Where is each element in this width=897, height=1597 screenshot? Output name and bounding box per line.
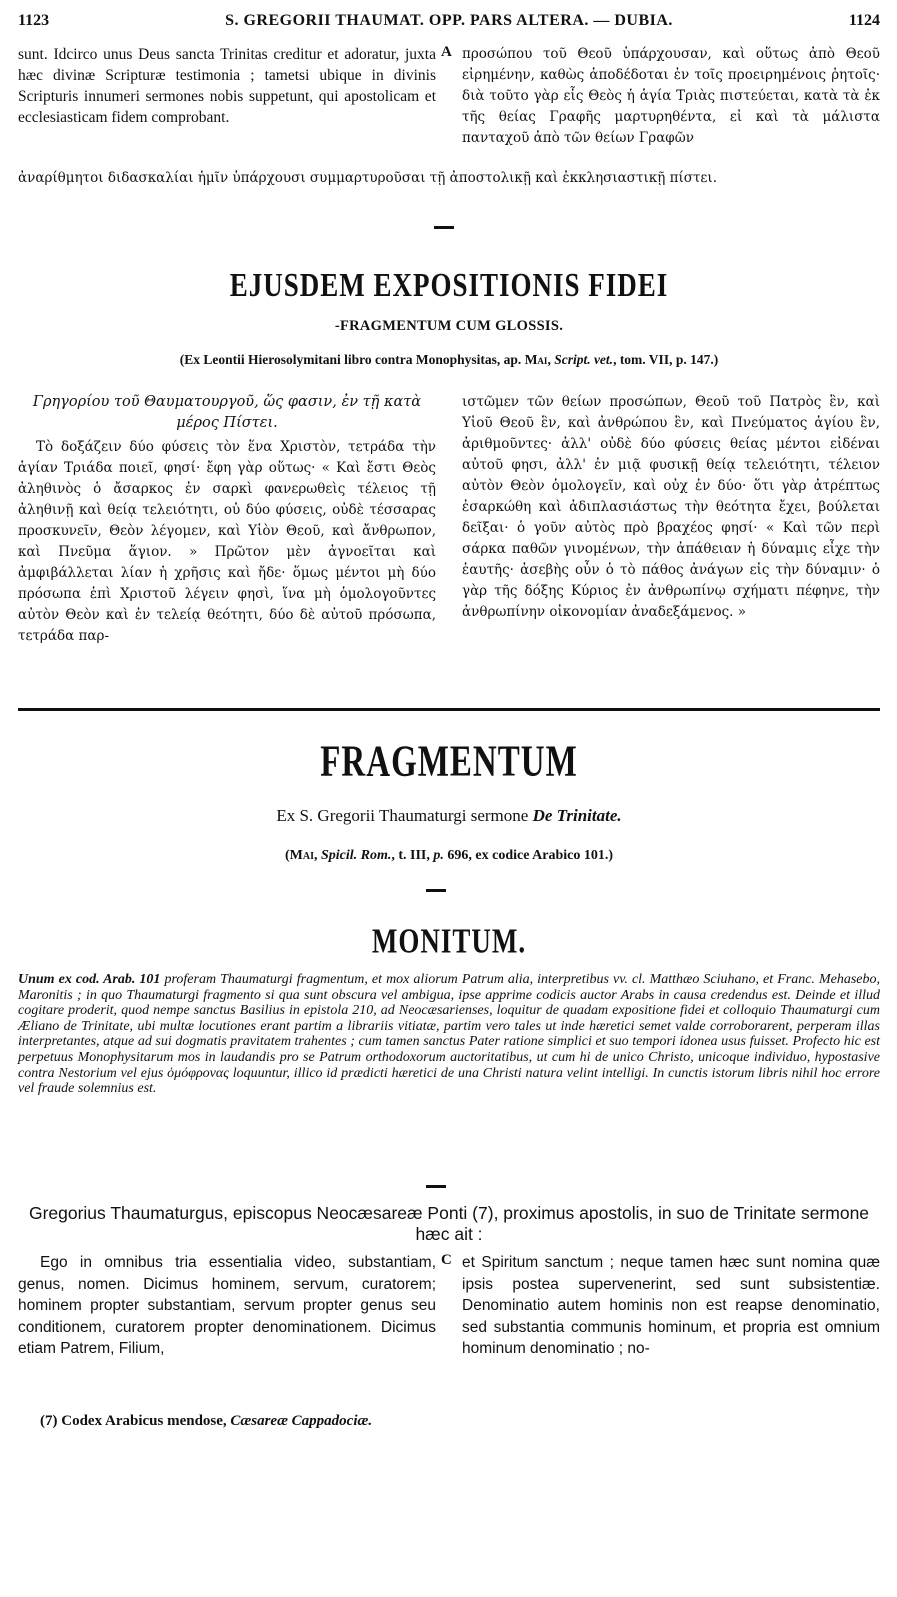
- footnote-italic: Cæsareæ Cappadociæ.: [230, 1413, 373, 1429]
- monitum-title: MONITUM.: [371, 921, 527, 961]
- running-title: S. GREGORII THAUMAT. OPP. PARS ALTERA. — DUBIA.: [225, 12, 673, 29]
- section2-subtitle: [18, 806, 880, 826]
- ref-mai: Mai: [289, 848, 314, 863]
- top-columns: [18, 44, 880, 172]
- ref-p: p.: [433, 848, 444, 863]
- monitum-body: proferam Thaumaturgi fragmentum, et mox aliorum Patrum alia, interpretibus vv. cl. Matthæo Sciuhano, et Franc. Mehasebo, Maronitis ; in quo Thaumaturgi fragmento si qua sunt obscura vel ambigua, ipse apprime codicis auctor Arabs in causa credendus est. Deinde et illud cogitare proderit, quod nempe sanctus Basilius in epistola 210, ad Neocæsarienses, loquitur de quadam expositione fidei et colloquio Thaumaturgi cum Æliano de Trinitate, ubi multæ locutiones erant partim a librariis vitiatæ, partim vero tales ut inde hæretici semet valde corroborarent, perperam illas interpretantes, atque ad sui dogmatis pravitatem trahentes ; cum tamen sanctus Pater ratione simplici et suo tempori idonea usus fuisset. Profecto hic est perpetuus Monophysitarum mos in laudandis pro se Patrum orthodoxorum auctoritatibus, ut cum hi de unico Christo, unicoque individuo, hypostasive contra Nestorium vel ejus ὁμόφρονας loquuntur, illico id prædicti hæretici de una Christi natura velint intelligi. In cunctis istorum libris nihil hoc errore vel fraude solemnius est.: [18, 972, 880, 1097]
- source-script: Script. vet.: [554, 352, 614, 367]
- ref-post: 696, ex codice Arabico 101.): [443, 848, 614, 863]
- monitum-lead: Unum ex cod. Arab. 101: [18, 972, 161, 987]
- footnote: [40, 1413, 372, 1430]
- section2-reference: [18, 848, 880, 864]
- section2-title: FRAGMENTUM: [320, 737, 578, 787]
- section-dash: [434, 226, 454, 229]
- column-marker-a: A: [441, 44, 452, 60]
- section1-columns: [18, 392, 880, 692]
- source-mid: ,: [547, 352, 555, 367]
- section2-columns: [18, 1252, 880, 1402]
- section1-subtitle: -FRAGMENTUM CUM GLOSSIS.: [334, 318, 564, 334]
- column-number-left: 1123: [18, 12, 50, 29]
- section1-left-body: Τὸ δοξάζειν δύο φύσεις τὸν ἕνα Χριστὸν, τετράδα τὴν ἁγίαν Τριάδα ποιεῖ, φησί· ἔφη γὰρ οὕτως· « Καὶ ἔστι Θεὸς ἀληθινὸς ὁ ἄσαρκος ἐν σαρκὶ φανερωθεὶς τέλειος τῇ ἀληθινῇ καὶ θείᾳ τελειότητι, οὐ δύο φύσεις, οὐδὲ τέσσαρας προσκυνεῖν, Θεὸν λέγομεν, καὶ Υἱὸν Θεοῦ, καὶ ἄνθρωπον, καὶ Πνεῦμα ἅγιον. » Πρῶτον μὲν ἀγνοεῖται καὶ ἀμφιβάλλεται λίαν ἡ χρῆσις καὶ ἤδε· ὅμως μέντοι μὴ δύο πρόσωπα ἐπὶ Χριστοῦ λέγειν φησὶ, ἵνα μὴ ὁμολογοῦντες αὐτὸν Θεὸν καὶ ἐν τελείᾳ θεότητι, δύο δὲ αὐτοῦ πρόσωπα, τετράδα παρ-: [18, 439, 436, 644]
- column-number-right: 1124: [848, 12, 880, 29]
- ref-spicil: Spicil. Rom.: [320, 848, 392, 863]
- subtitle-italic: De Trinitate.: [532, 806, 622, 825]
- monitum-text: [18, 972, 880, 1097]
- subtitle-pre: Ex S. Gregorii Thaumaturgi sermone: [276, 806, 533, 825]
- section1-left-heading: Γρηγορίου τοῦ Θαυματουργοῦ, ὥς φασιν, ἐν τῇ κατὰ μέρος Πίστει.: [32, 394, 422, 431]
- section1-source: [18, 352, 880, 368]
- top-greek-column: προσώπου τοῦ Θεοῦ ὑπάρχουσαν, καὶ οὕτως ἀπὸ Θεοῦ εἰρημένην, καθὼς ἀποδέδοται ἐν τοῖς προειρημένοις ῥητοῖς· διὰ τοῦτο γὰρ εἷς Θεὸς ἡ ἁγία Τριὰς πιστεύεται, κατὰ τὰ ἐκ τῆς θείας Γραφῆς μαρτυρηθέντα, εἰ καὶ τὰ μάλιστα πανταχοῦ ἀπὸ τῶν θείων Γραφῶν: [462, 46, 880, 146]
- column-marker-c: C: [441, 1252, 452, 1268]
- source-mai: Mai: [524, 352, 548, 367]
- footnote-text: (7) Codex Arabicus mendose,: [40, 1413, 231, 1429]
- intro-line: Gregorius Thaumaturgus, episcopus Neocæsareæ Ponti (7), proximus apostolis, in suo de Trinitate sermone hæc ait :: [28, 1203, 870, 1244]
- running-head: [18, 8, 880, 36]
- source-post: , tom. VII, p. 147.): [613, 352, 719, 367]
- section1-title: EJUSDEM EXPOSITIONIS FIDEI: [229, 266, 669, 304]
- section1-right-column: ιστῶμεν τῶν θείων προσώπων, Θεοῦ τοῦ Πατρὸς ἓν, καὶ Υἱοῦ Θεοῦ ἓν, καὶ ἀνθρώπου ἓν, καὶ Πνεύματος ἁγίου ἓν, ἀριθμοῦντες· ἀλλ' οὐδὲ δύο φύσεις θείας μέντοι εἰδέναι αὐτοῦ φησι, ἀλλ' ἐν μιᾷ φυσικῇ θείᾳ τελειότητι, τέλειον αὐτὸν Θεὸν ὁμολογεῖν, καὶ οὐχ ἐν δύο· ὅτι γὰρ ἀτρέπτως ἐσαρκώθη καὶ ἀδιπλασιάστως τὴν θεότητα ἔχει, βούλεται δεῖξαι· ὁ γοῦν αὐτὸς πρὸ βραχέος φησί· « Καὶ τῶν περὶ σάρκα παθῶν γινομένων, τὴν ἀπάθειαν ἡ δύναμις εἶχε τὴν ἑαυτῆς· ἀσεβὴς οὖν ὁ τὸ πάθος ἀνάγων εἰς τὴν δύναμιν· ὁ γὰρ τῆς δόξης Κύριος ἐν ἀνθρωπίνῳ σχήματι πέφηνε, τὴν ἀνθρωπίνην οἰκονομίαν ἀναδεξάμενος. »: [462, 394, 880, 620]
- section-dash-3: [426, 1185, 446, 1188]
- source-pre: (Ex Leontii Hierosolymitani libro contra Monophysitas, ap.: [179, 352, 525, 367]
- ref-pre: (: [284, 848, 290, 863]
- section-rule: [18, 708, 880, 711]
- section-dash-2: [426, 889, 446, 892]
- section2-left-column: Ego in omnibus tria essentialia video, substantiam, genus, nomen. Dicimus hominem, servum, curatorem; hominem propter substantiam, servum propter genus seu conditionem, curatorem propter denominationem. Dicimus etiam Patrem, Filium,: [18, 1254, 436, 1357]
- top-latin-column: sunt. Idcirco unus Deus sancta Trinitas creditur et adoratur, juxta hæc divinæ Scripturæ testimonia ; tametsi ubique in divinis Scripturis innumeri sermones nobis suppetunt, qui apostolicam et ecclesiasticam fidem comprobant.: [18, 46, 436, 126]
- section2-right-column: et Spiritum sanctum ; neque tamen hæc sunt nomina quæ ipsis postea supervenerint, sed sunt subsistentiæ. Denominatio autem hominis non est reapse denominatio, sed substantia communis hominum, et propria est omnium hominum denominatio ; no-: [462, 1254, 880, 1357]
- top-greek-full-line: ἀναρίθμητοι διδασκαλίαι ἡμῖν ὑπάρχουσι συμμαρτυροῦσαι τῇ ἀποστολικῇ καὶ ἐκκλησιαστικῇ πίστει.: [18, 170, 718, 186]
- ref-mid: ,: [313, 848, 321, 863]
- ref-mid2: , t. III,: [391, 848, 434, 863]
- section1-left-column: [18, 392, 436, 647]
